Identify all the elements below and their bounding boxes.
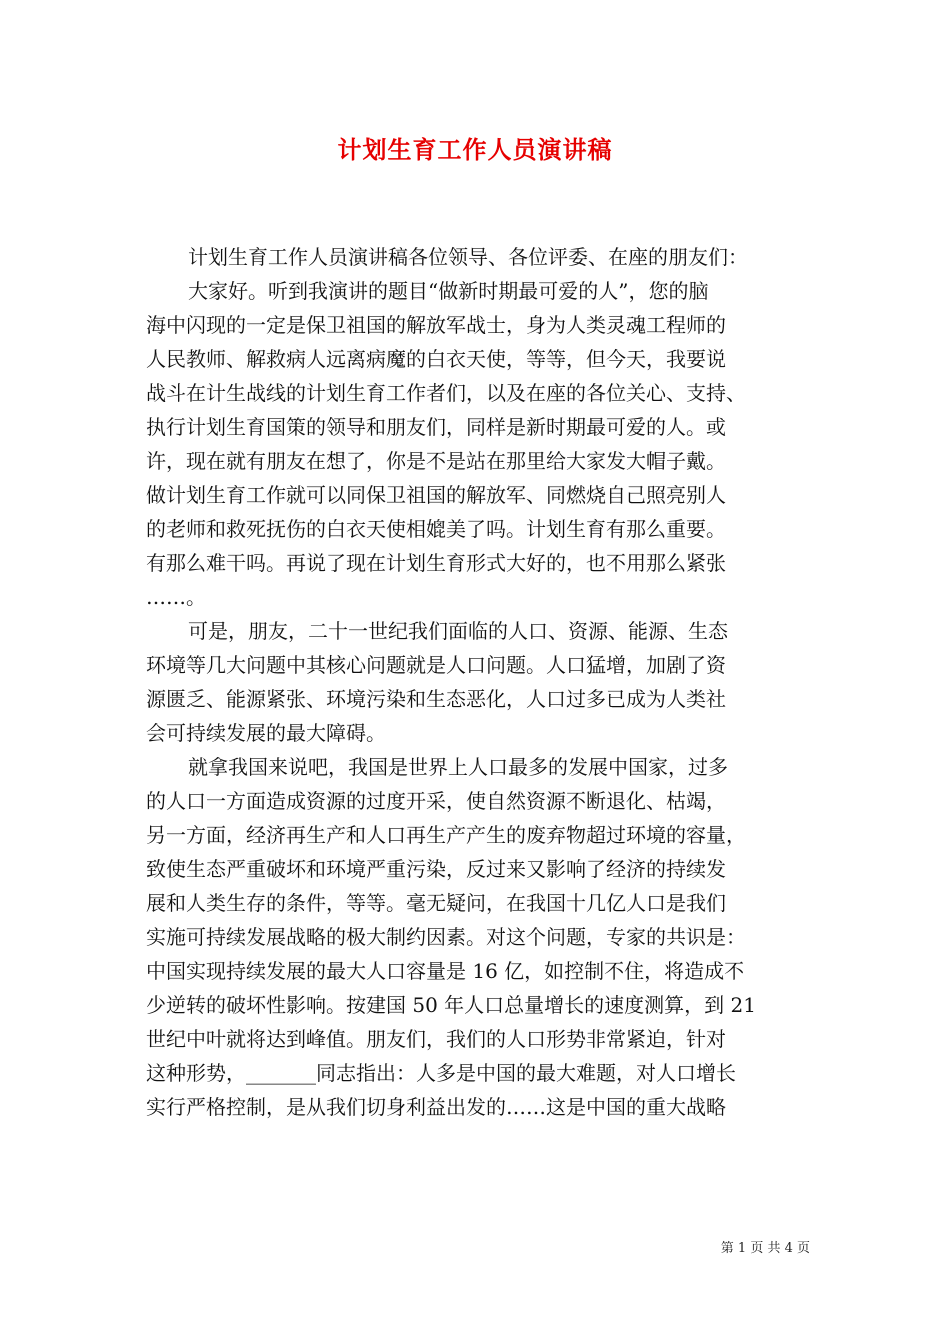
- text-line: 执行计划生育国策的领导和朋友们，同样是新时期最可爱的人。或: [146, 415, 726, 439]
- text-line: 另一方面，经济再生产和人口再生产产生的废弃物超过环境的容量，: [146, 823, 746, 847]
- document-body: [146, 240, 810, 1124]
- text-line: 源匮乏、能源紧张、环境污染和生态恶化，人口过多已成为人类社: [146, 687, 726, 711]
- text-line: 实行严格控制，是从我们切身利益出发的……这是中国的重大战略: [146, 1095, 726, 1119]
- text-line: 海中闪现的一定是保卫祖国的解放军战士，身为人类灵魂工程师的: [146, 313, 726, 337]
- text-line: 大家好。听到我演讲的题目“做新时期最可爱的人”，您的脑: [188, 279, 709, 303]
- text-line: 做计划生育工作就可以同保卫祖国的解放军、同燃烧自己照亮别人: [146, 483, 726, 507]
- text-line: 少逆转的破坏性影响。按建国 50 年人口总量增长的速度测算，到 21: [146, 993, 756, 1017]
- text-line: 这种形势，_______同志指出：人多是中国的最大难题，对人口增长: [146, 1061, 736, 1085]
- text-line: ……。: [146, 585, 206, 609]
- text-line: 有那么难干吗。再说了现在计划生育形式大好的，也不用那么紧张: [146, 551, 726, 575]
- text-line: 人民教师、解救病人远离病魔的白衣天使，等等，但今天，我要说: [146, 347, 726, 371]
- text-line: 的人口一方面造成资源的过度开采，使自然资源不断退化、枯竭，: [146, 789, 726, 813]
- page-footer: 第 1 页 共 4 页: [720, 1241, 810, 1256]
- text-line: 的老师和救死抚伤的白衣天使相媲美了吗。计划生育有那么重要。: [146, 517, 726, 541]
- text-line: 展和人类生存的条件，等等。毫无疑问，在我国十几亿人口是我们: [146, 891, 726, 915]
- text-line: 许，现在就有朋友在想了，你是不是站在那里给大家发大帽子戴。: [146, 449, 726, 473]
- text-line: 世纪中叶就将达到峰值。朋友们，我们的人口形势非常紧迫，针对: [146, 1027, 726, 1051]
- text-line: 致使生态严重破坏和环境严重污染，反过来又影响了经济的持续发: [146, 857, 726, 881]
- text-line: 环境等几大问题中其核心问题就是人口问题。人口猛增，加剧了资: [146, 653, 726, 677]
- text-line: 就拿我国来说吧，我国是世界上人口最多的发展中国家，过多: [188, 755, 728, 779]
- text-line: 实施可持续发展战略的极大制约因素。对这个问题，专家的共识是：: [146, 925, 746, 949]
- text-line: 可是，朋友，二十一世纪我们面临的人口、资源、能源、生态: [188, 619, 728, 643]
- text-line: 计划生育工作人员演讲稿各位领导、各位评委、在座的朋友们：: [188, 245, 748, 269]
- text-line: 会可持续发展的最大障碍。: [146, 721, 386, 745]
- document-title: 计划生育工作人员演讲稿: [337, 135, 613, 164]
- text-line: 战斗在计生战线的计划生育工作者们，以及在座的各位关心、支持、: [146, 381, 746, 405]
- text-line: 中国实现持续发展的最大人口容量是 16 亿，如控制不住，将造成不: [146, 959, 745, 983]
